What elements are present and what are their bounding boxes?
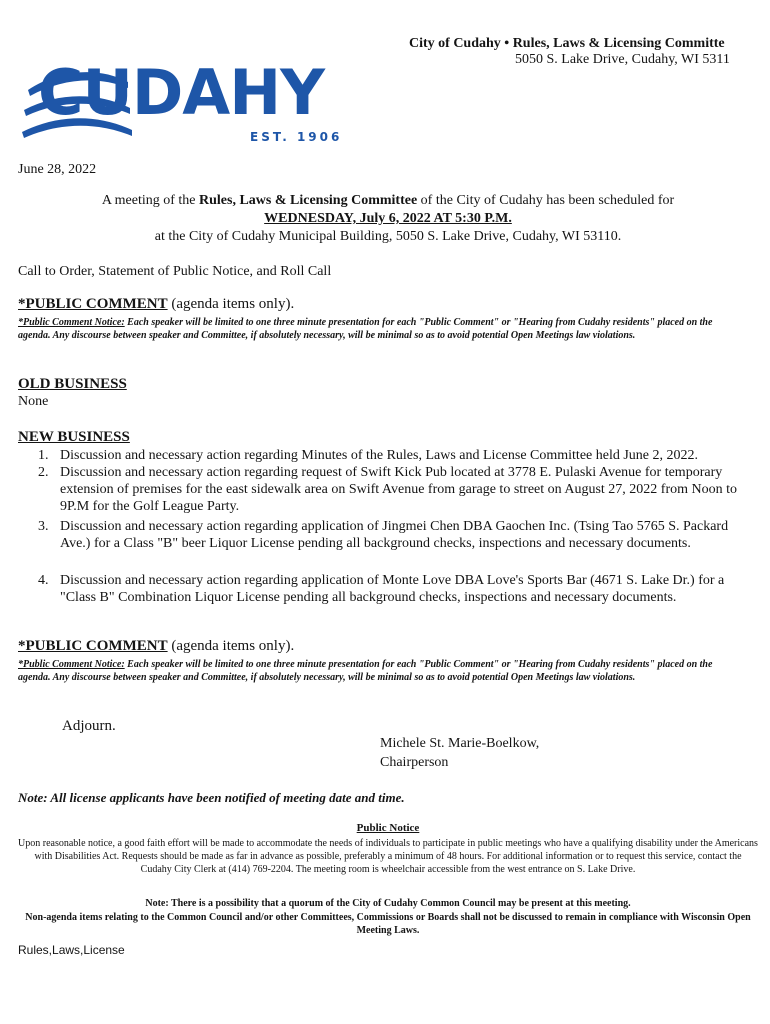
intro-post: of the City of Cudahy has been scheduled for	[417, 193, 675, 208]
meeting-intro	[18, 192, 758, 246]
notice-text: Each speaker will be limited to one three minute presentation for each "Public Comment" or "Hearing from Cudahy residents" placed on the agenda. Any discourse between speaker and Committee, if absolutely necessary, will be minimal so as to avoid potential Open Meetings law violations.	[18, 659, 713, 683]
notice-label: *Public Comment Notice:	[18, 317, 125, 328]
intro-line-1	[18, 192, 758, 210]
meeting-datetime: WEDNESDAY, July 6, 2022 AT 5:30 P.M.	[264, 211, 512, 226]
public-comment-label: *PUBLIC COMMENT	[18, 638, 168, 654]
public-notice-heading: Public Notice	[356, 822, 420, 834]
cudahy-logo	[18, 52, 348, 152]
new-business-heading: NEW BUSINESS	[18, 429, 130, 445]
public-notice-body: Upon reasonable notice, a good faith effort will be made to accommodate the needs of individuals to participate in public meetings who have a qualifying disability under the Americans with Disabilities Act. Requests should be made as far in advance as possible, preferably a minimum of 48 hours. For additional information or to request this service, contact the Cudahy City Clerk at (414) 769-2204. The meeting room is wheelchair accessible from the west entrance on S. Lake Drive.	[18, 838, 758, 875]
chair-name: Michele St. Marie-Boelkow,	[380, 736, 540, 751]
list-item-text: Discussion and necessary action regarding request of Swift Kick Pub located at 3778 E. Pulaski Avenue for temporary extension of premises for the east sidewalk area on Swift Avenue from garage to street on August 27, 2022 from Noon to 9P.M for the Golf League Party.	[60, 465, 738, 514]
document-date: June 28, 2022	[18, 162, 97, 177]
header-line-1: City of Cudahy • Rules, Laws & Licensing Committe	[409, 36, 725, 51]
list-item-text: Discussion and necessary action regarding application of Monte Love DBA Love's Sports Bar (4671 S. Lake Dr.) for a "Class B" Combination Liquor License pending all background checks, inspections and necessary documents.	[60, 573, 725, 605]
chair-title: Chairperson	[380, 755, 449, 770]
public-comment-label: *PUBLIC COMMENT	[18, 296, 168, 312]
public-comment-notice-1	[18, 316, 738, 342]
public-comment-suffix: (agenda items only).	[167, 638, 295, 654]
applicants-note: Note: All license applicants have been notified of meeting date and time.	[18, 790, 405, 805]
public-comment-suffix: (agenda items only).	[167, 296, 295, 312]
quorum-note: Note: There is a possibility that a quorum of the City of Cudahy Common Council may be present at this meeting.	[145, 898, 631, 909]
public-comment-notice-2	[18, 658, 738, 684]
logo-est: EST. 1906	[250, 130, 343, 144]
list-item-text: Discussion and necessary action regarding Minutes of the Rules, Laws and License Committee held June 2, 2022.	[60, 448, 699, 463]
notice-label: *Public Comment Notice:	[18, 659, 125, 670]
list-item-number: 2.	[38, 465, 49, 480]
meeting-location: at the City of Cudahy Municipal Building, 5050 S. Lake Drive, Cudahy, WI 53110.	[154, 229, 622, 244]
committee-name: Rules, Laws & Licensing Committee	[199, 193, 418, 208]
adjourn: Adjourn.	[62, 718, 116, 734]
list-item-text: Discussion and necessary action regarding application of Jingmei Chen DBA Gaochen Inc. (Tsing Tao 5765 S. Packard Ave.) for a Class "B" beer Liquor License pending all background checks, inspections and necessary documents.	[60, 519, 729, 551]
old-business-heading: OLD BUSINESS	[18, 376, 127, 392]
notice-text: Each speaker will be limited to one three minute presentation for each "Public Comment" or "Hearing from Cudahy residents" placed on the agenda. Any discourse between speaker and Committee, if absolutely necessary, will be minimal so as to avoid potential Open Meetings law violations.	[18, 317, 713, 341]
list-item-number: 3.	[38, 519, 49, 534]
public-comment-heading-1	[18, 296, 294, 313]
call-to-order: Call to Order, Statement of Public Notice, and Roll Call	[18, 264, 332, 279]
footer-label: Rules,Laws,License	[18, 943, 125, 957]
intro-pre: A meeting of the	[101, 193, 200, 208]
header-line-2: 5050 S. Lake Drive, Cudahy, WI 5311	[515, 52, 730, 67]
logo-wordmark: CUDAHY	[38, 56, 325, 129]
list-item-number: 4.	[38, 573, 49, 588]
old-business-text: None	[18, 394, 49, 409]
non-agenda-note: Non-agenda items relating to the Common Council and/or other Committees, Commissions or Boards shall not be discussed to remain in compliance with Wisconsin Open Meeting Laws.	[25, 912, 751, 936]
public-comment-heading-2	[18, 638, 294, 655]
list-item-number: 1.	[38, 448, 49, 463]
